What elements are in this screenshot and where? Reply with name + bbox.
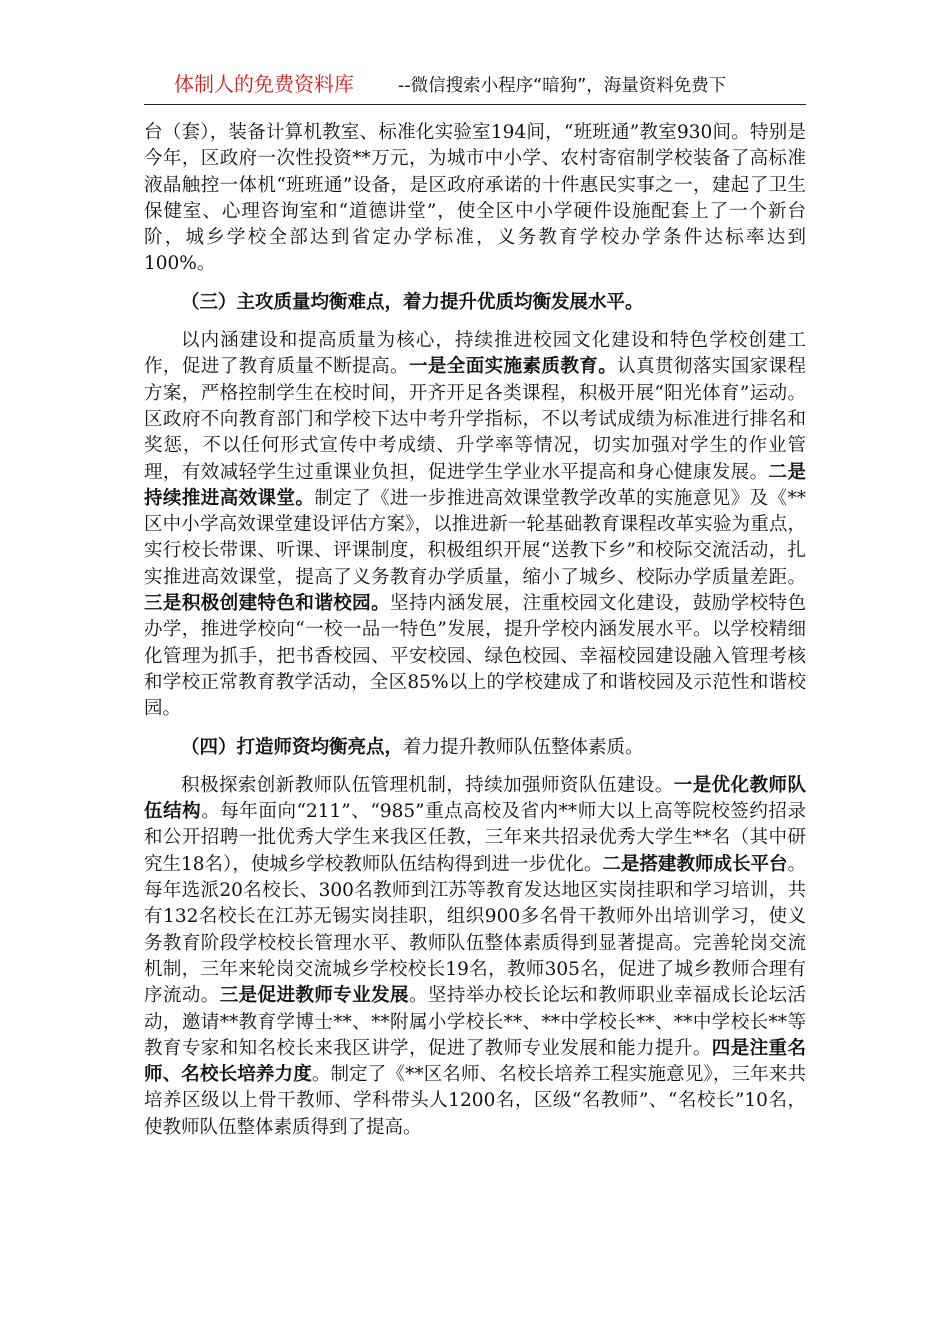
text-run: 认真贯彻落实国家课程方案，严格控制学生在校时间，开齐开足各类课程，积极开展“阳光体育”运动。区政府不向教育部门和学校下达中考升学指标，不以考试成绩为标准进行排名和奖惩，不以任何形式宣传中考成绩、升学率等情况，切实加强对学生的作业管理，有效减轻学生过重课业负担，促进学生学业水平提高和身心健康发展。 — [144, 356, 806, 483]
section-heading-4-bold: （四）打造师资均衡亮点， — [181, 736, 404, 758]
text-run: 制定了《进一步推进高效课堂教学改革的实施意见》及《**区中小学高效课堂建设评估方案》，以推进新一轮基础教育课程改革实验为重点，实行校长带课、听课、评课制度，积极组织开展“送教下乡”和校际交流活动，扎实推进高效课堂，提高了义务教育办学质量，缩小了城乡、校际办学质量差距。 — [144, 487, 806, 588]
section-4-paragraph — [144, 773, 806, 1141]
page-header — [144, 70, 806, 105]
bold-point-1: 一是优化教师队伍结构 — [144, 774, 806, 823]
document-body — [144, 120, 806, 1141]
bold-point-2: 二是搭建教师成长平台 — [602, 853, 788, 875]
section-heading-3 — [144, 290, 806, 316]
section-heading-4-rest: 着力提升教师队伍整体素质。 — [403, 736, 644, 758]
section-heading-3-text: （三）主攻质量均衡难点，着力提升优质均衡发展水平。 — [181, 291, 644, 313]
header-subtitle: --微信搜索小程序“暗狗”，海量资料免费下 — [398, 76, 727, 96]
header-brand: 体制人的免费资料库 — [174, 72, 354, 96]
text-run: 。坚持举办校长论坛和教师职业幸福成长论坛活动，邀请**教育学博士**、**附属小学校长**、**中学校长**、**中学校长**等教育专家和知名校长来我区讲学，促进了教师专业发展和能力提升。 — [144, 985, 806, 1059]
text-run: 。制定了《**区名师、名校长培养工程实施意见》，三年来共培养区级以上骨干教师、学科带头人1200名，区级“名教师”、“名校长”10名，使教师队伍整体素质得到了提高。 — [144, 1064, 806, 1138]
bold-point-3: 三是促进教师专业发展 — [219, 985, 409, 1007]
section-3-paragraph — [144, 328, 806, 722]
text-run: 坚持内涵发展，注重校园文化建设，鼓励学校特色办学，推进学校向“一校一品一特色”发展，提升学校内涵发展水平。以学校精细化管理为抓手，把书香校园、平安校园、绿色校园、幸福校园建设融入管理考核和学校正常教育教学活动，全区85%以上的学校建成了和谐校园及示范性和谐校园。 — [144, 593, 806, 720]
section-heading-4 — [144, 735, 806, 761]
continued-paragraph: 台（套），装备计算机教室、标准化实验室194间，“班班通”教室930间。特别是今年，区政府一次性投资**万元，为城市中小学、农村寄宿制学校装备了高标准液晶触控一体机“班班通”设备，是区政府承诺的十件惠民实事之一，建起了卫生保健室、心理咨询室和“道德讲堂”，使全区中小学硬件设施配套上了一个新台阶，城乡学校全部达到省定办学标准，义务教育学校办学条件达标率达到100%。 — [144, 122, 806, 275]
bold-point-4: 四是注重名师、名校长培养力度 — [144, 1037, 806, 1086]
text-run: 。每年面向“211”、“985”重点高校及省内**师大以上高等院校签约招录和公开招聘一批优秀大学生来我区任教，三年来共招录优秀大学生**名（其中研究生18名），使城乡学校教师队伍结构得到进一步优化。 — [144, 801, 806, 875]
bold-point-1: 一是全面实施素质教育。 — [408, 356, 618, 378]
bold-point-3: 三是积极创建特色和谐校园。 — [144, 593, 391, 615]
text-run: 积极探索创新教师队伍管理机制，持续加强师资队伍建设。 — [181, 774, 674, 796]
text-run: 以内涵建设和提高质量为核心，持续推进校园文化建设和特色学校创建工作，促进了教育质量不断提高。 — [144, 330, 806, 378]
bold-point-2: 二是持续推进高效课堂。 — [144, 461, 806, 509]
text-run: 。每年选派20名校长、300名教师到江苏等教育发达地区实岗挂职和学习培训，共有132名校长在江苏无锡实岗挂职，组织900多名骨干教师外出培训学习，使义务教育阶段学校校长管理水平、教师队伍整体素质得到显著提高。完善轮岗交流机制，三年来轮岗交流城乡学校校长19名，教师305名，促进了城乡教师合理有序流动。 — [144, 853, 806, 1007]
